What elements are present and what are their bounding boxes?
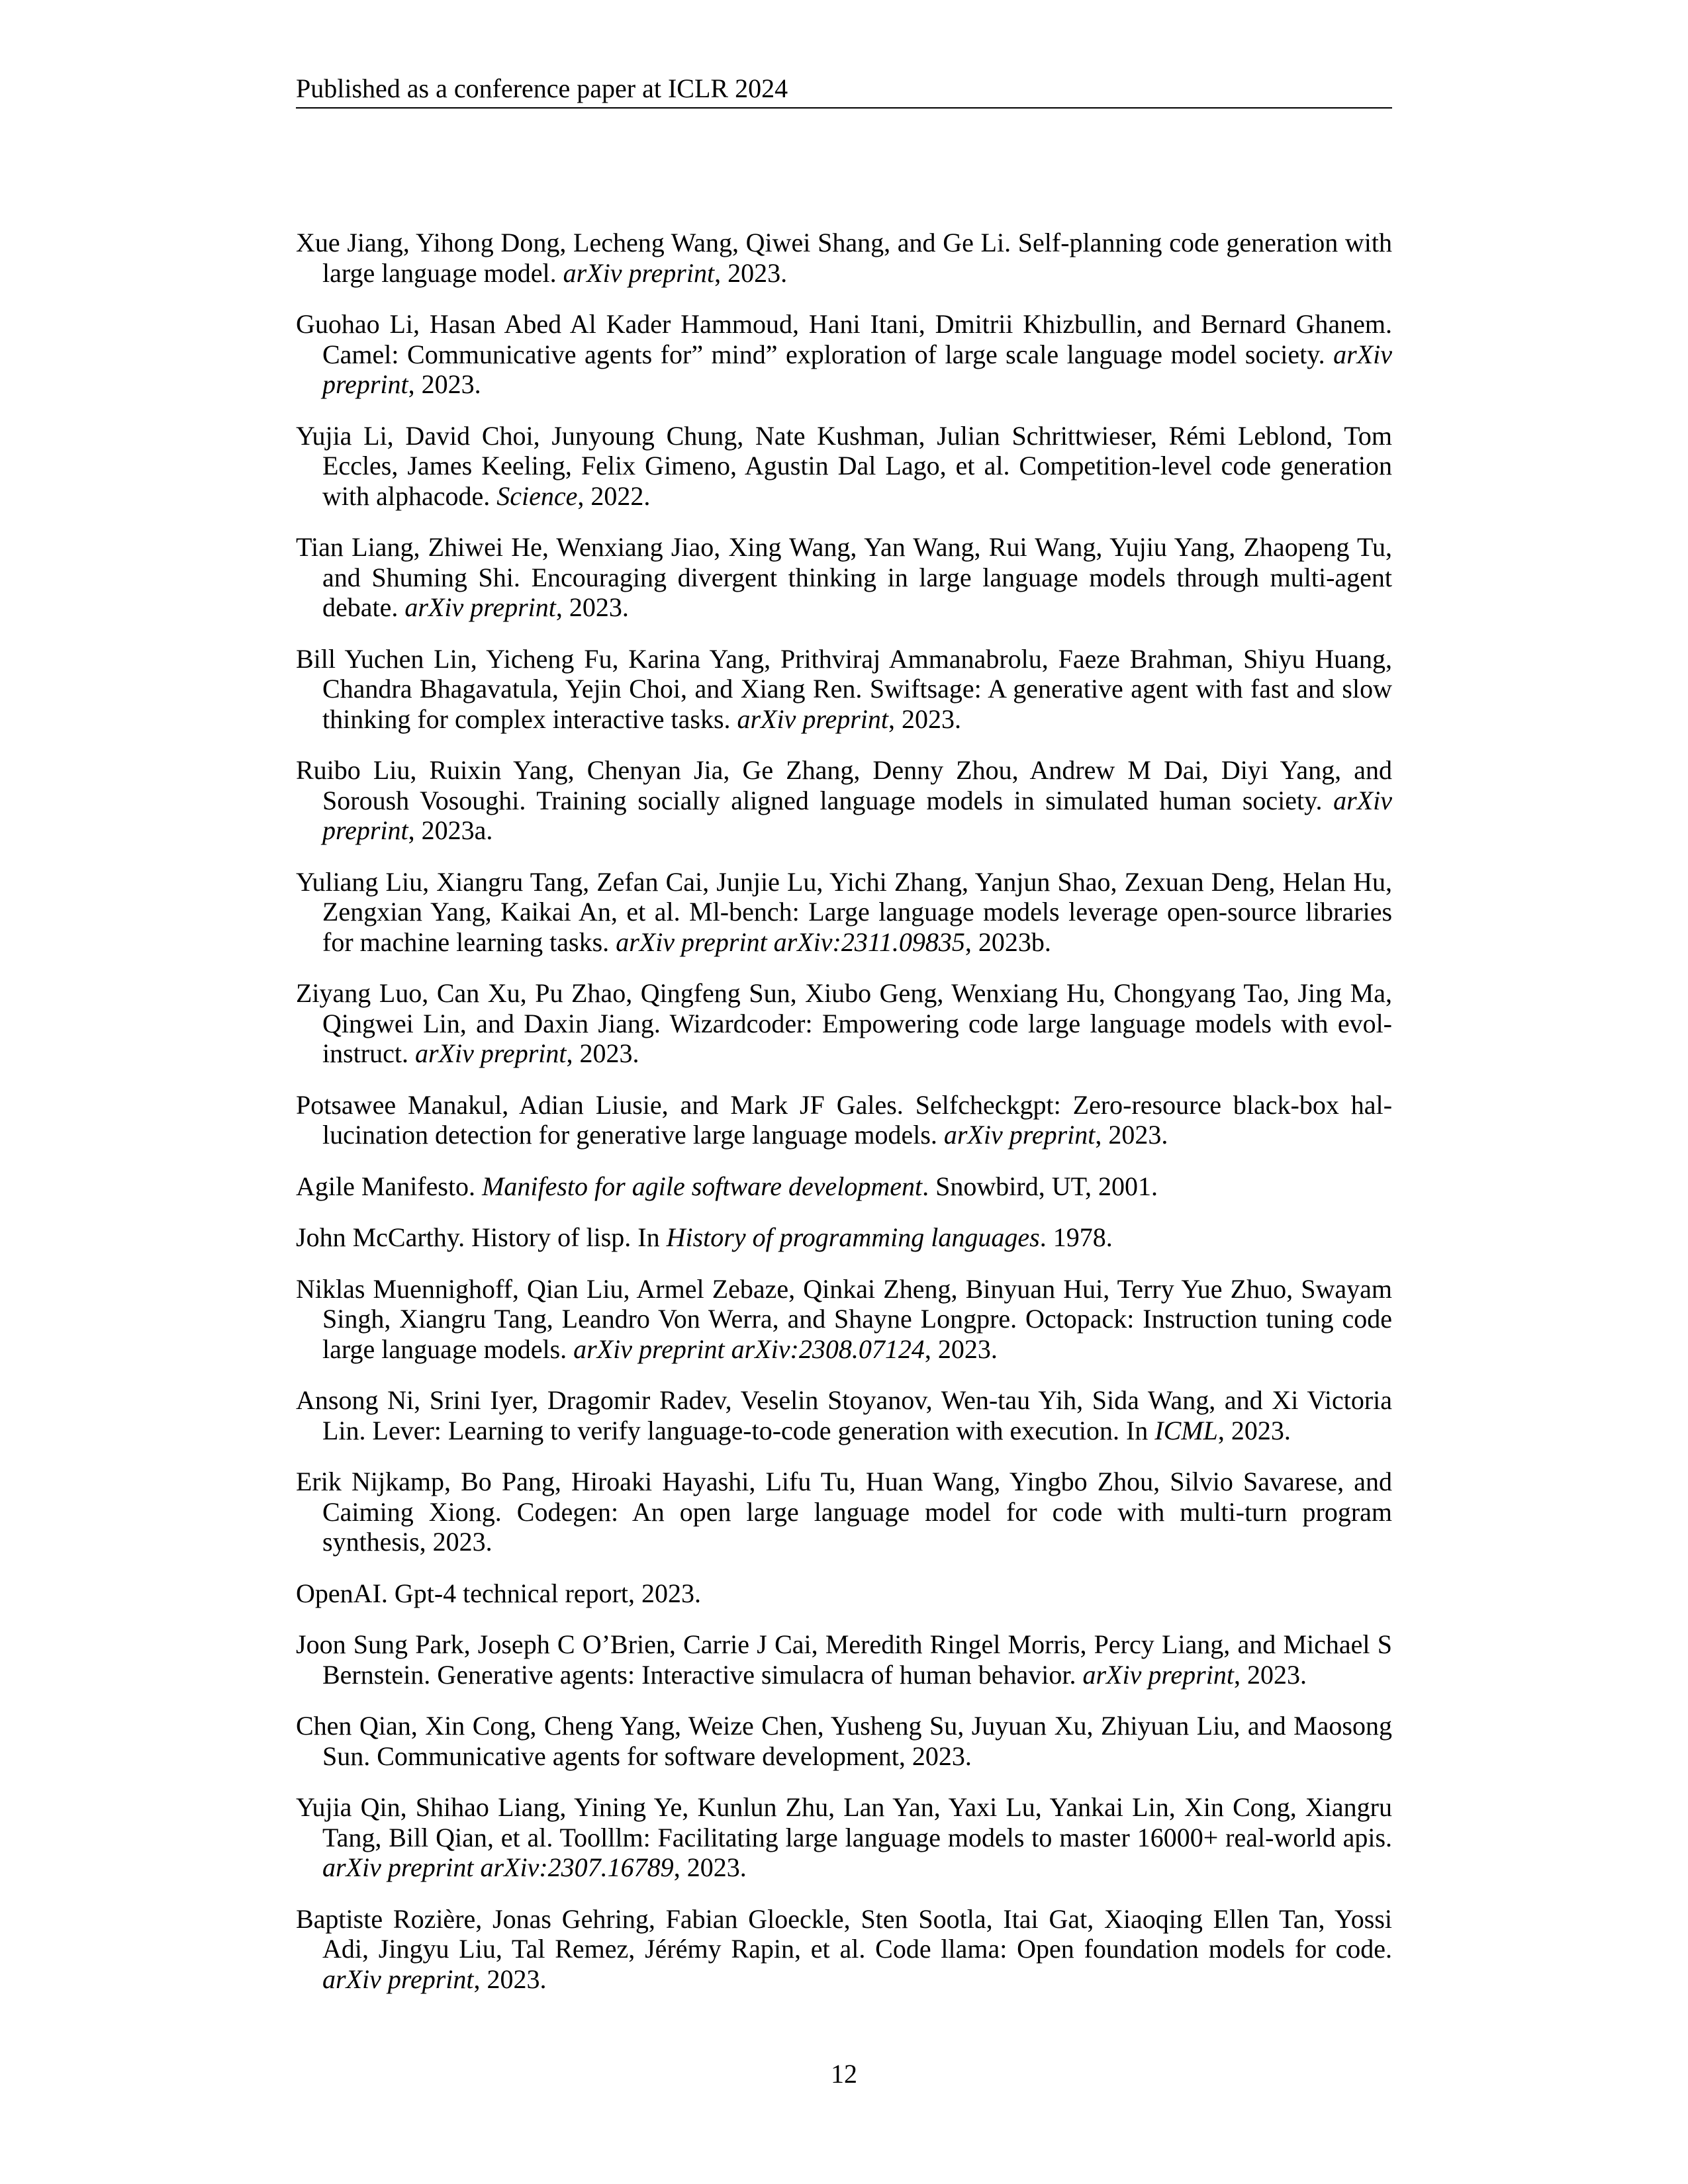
reference-tail: , 2023. <box>1217 1415 1291 1445</box>
reference-tail: , 2023. <box>924 1334 998 1364</box>
reference-title: Swiftsage: A generative agent with fast and slow thinking for complex interactive tasks. <box>322 674 1393 734</box>
reference-title: Camel: Communicative agents for” mind” exploration of large scale language model society. <box>322 339 1325 369</box>
reference-authors: Yuliang Liu, Xiangru Tang, Zefan Cai, Junjie Lu, Yichi Zhang, Yanjun Shao, Zexuan Deng, Helan Hu, Zengxian Yang, Kaikai An, et al. <box>296 866 1392 927</box>
reference-authors: Xue Jiang, Yihong Dong, Lecheng Wang, Qiwei Shang, and Ge Li. <box>296 228 1011 257</box>
reference-venue: arXiv preprint <box>563 257 715 288</box>
header-text: Published as a conference paper at ICLR 2024 <box>296 73 788 103</box>
reference-tail: , 2023. <box>714 257 788 288</box>
reference-title: Training socially aligned language models in simulated human society. <box>536 785 1323 815</box>
reference-authors: Bill Yuchen Lin, Yicheng Fu, Karina Yang, Prithviraj Ammanabrolu, Faeze Brahman, Shiyu Huang, Chandra Bhagavatula, Yejin Choi, and Xiang Ren. <box>296 643 1392 704</box>
reference-tail: , 2023. <box>566 1038 639 1068</box>
reference-entry <box>296 1629 1392 1690</box>
reference-title: Octopack: Instruction tuning code large language models. <box>322 1304 1392 1364</box>
reference-title: Gpt-4 technical report, 2023. <box>394 1578 702 1608</box>
reference-tail: , 2023b. <box>964 927 1051 957</box>
reference-venue: Science <box>496 480 578 511</box>
reference-venue: arXiv preprint <box>1082 1659 1234 1690</box>
reference-entry <box>296 978 1392 1069</box>
reference-tail: , 2023. <box>888 704 962 734</box>
reference-authors: John McCarthy. <box>296 1222 465 1252</box>
reference-title: Self-planning code generation with large language model. <box>322 228 1392 288</box>
reference-tail: , 2023a. <box>408 815 493 845</box>
reference-venue: arXiv preprint <box>414 1038 567 1068</box>
reference-authors: Tian Liang, Zhiwei He, Wenxiang Jiao, Xing Wang, Yan Wang, Rui Wang, Yujiu Yang, Zhaopeng Tu, and Shuming Shi. <box>296 532 1392 592</box>
reference-tail: , 2023. <box>1095 1120 1168 1150</box>
reference-tail: , 2023. <box>473 1964 547 1994</box>
reference-title: Toolllm: Facilitating large language models to master 16000+ real-world apis. <box>559 1822 1393 1852</box>
reference-authors: Agile Manifesto. <box>296 1171 476 1201</box>
reference-authors: Ziyang Luo, Can Xu, Pu Zhao, Qingfeng Sun, Xiubo Geng, Wenxiang Hu, Chongyang Tao, Jing Ma, Qingwei Lin, and Daxin Jiang. <box>296 978 1392 1038</box>
reference-title: Generative agents: Interactive simulacra of human behavior. <box>437 1659 1076 1690</box>
reference-authors: Ansong Ni, Srini Iyer, Dragomir Radev, Veselin Stoyanov, Wen-tau Yih, Sida Wang, and Xi Victoria Lin. <box>296 1385 1392 1445</box>
reference-venue: arXiv preprint <box>322 785 1393 845</box>
reference-entry <box>296 1578 1392 1609</box>
reference-entry <box>296 1904 1392 1995</box>
reference-authors: Ruibo Liu, Ruixin Yang, Chenyan Jia, Ge Zhang, Denny Zhou, Andrew M Dai, Diyi Yang, and Soroush Vosoughi. <box>296 755 1392 815</box>
reference-authors: OpenAI. <box>296 1578 388 1608</box>
reference-entry <box>296 1222 1392 1253</box>
reference-venue: arXiv preprint <box>322 1964 474 1994</box>
reference-title: Code llama: Open foundation models for code. <box>875 1934 1393 1964</box>
reference-authors: Niklas Muennighoff, Qian Liu, Armel Zebaze, Qinkai Zheng, Binyuan Hui, Terry Yue Zhuo, Swayam Singh, Xiangru Tang, Leandro Von Werra, and Shayne Longpre. <box>296 1273 1392 1334</box>
reference-authors: Erik Nijkamp, Bo Pang, Hiroaki Hayashi, Lifu Tu, Huan Wang, Yingbo Zhou, Silvio Savarese, and Caiming Xiong. <box>296 1467 1392 1527</box>
reference-title: Lever: Learning to verify language-to-code generation with execution. In <box>372 1415 1149 1445</box>
reference-venue: arXiv preprint <box>737 704 889 734</box>
reference-entry <box>296 1792 1392 1883</box>
reference-tail: , 2022. <box>577 480 651 511</box>
reference-entry <box>296 1711 1392 1771</box>
reference-entry <box>296 228 1392 288</box>
reference-venue: arXiv preprint <box>943 1120 1096 1150</box>
reference-authors: Yujia Li, David Choi, Junyoung Chung, Nate Kushman, Julian Schrittwieser, Rémi Leblond, Tom Eccles, James Keeling, Felix Gimeno, Agustin Dal Lago, et al. <box>296 420 1392 480</box>
reference-entry <box>296 755 1392 846</box>
reference-entry <box>296 1467 1392 1557</box>
reference-tail: . Snowbird, UT, 2001. <box>922 1171 1158 1201</box>
reference-entry <box>296 867 1392 958</box>
reference-venue: Manifesto for agile software development <box>482 1171 923 1201</box>
reference-title: Selfcheckgpt: Zero-resource black-box hallucination detection for generative large language models. <box>322 1089 1393 1150</box>
page-number: 12 <box>831 2059 857 2089</box>
reference-title: Encouraging divergent thinking in large language models through multi-agent debate. <box>322 562 1393 622</box>
reference-title: Ml-bench: Large language models leverage open-source libraries for machine learning tasks. <box>322 897 1393 957</box>
reference-tail: , 2023. <box>555 592 629 622</box>
reference-entry <box>296 1090 1392 1150</box>
reference-tail: , 2023. <box>1233 1659 1307 1690</box>
reference-list <box>296 228 1392 2015</box>
reference-authors: Joon Sung Park, Joseph C O’Brien, Carrie J Cai, Meredith Ringel Morris, Percy Liang, and Michael S Bernstein. <box>296 1629 1392 1690</box>
reference-entry <box>296 1385 1392 1445</box>
reference-title: Competition-level code generation with alphacode. <box>322 451 1393 511</box>
reference-title: History of lisp. In <box>471 1222 660 1252</box>
reference-authors: Chen Qian, Xin Cong, Cheng Yang, Weize Chen, Yusheng Su, Juyuan Xu, Zhiyuan Liu, and Maosong Sun. <box>296 1711 1392 1771</box>
reference-authors: Guohao Li, Hasan Abed Al Kader Hammoud, Hani Itani, Dmitrii Khizbullin, and Bernard Ghanem. <box>296 309 1392 339</box>
reference-venue: arXiv preprint arXiv:2307.16789 <box>322 1852 674 1882</box>
reference-authors: Yujia Qin, Shihao Liang, Yining Ye, Kunlun Zhu, Lan Yan, Yaxi Lu, Yankai Lin, Xin Cong, Xiangru Tang, Bill Qian, et al. <box>296 1792 1392 1852</box>
reference-venue: arXiv preprint arXiv:2308.07124 <box>573 1334 925 1364</box>
reference-venue: arXiv preprint arXiv:2311.09835 <box>616 927 965 957</box>
reference-venue: arXiv preprint <box>404 592 556 622</box>
reference-title: Codegen: An open large language model for code with multi-turn program synthesis, 2023. <box>322 1496 1393 1557</box>
reference-entry <box>296 1274 1392 1365</box>
reference-entry <box>296 532 1392 623</box>
reference-venue: ICML <box>1154 1415 1218 1445</box>
reference-authors: Potsawee Manakul, Adian Liusie, and Mark JF Gales. <box>296 1089 904 1120</box>
reference-tail: , 2023. <box>408 369 481 399</box>
reference-title: Wizardcoder: Empowering code large language models with evol-instruct. <box>322 1008 1393 1068</box>
reference-entry <box>296 309 1392 400</box>
reference-title: Communicative agents for software development, 2023. <box>377 1741 972 1771</box>
reference-entry <box>296 421 1392 512</box>
reference-venue: arXiv preprint <box>322 339 1392 399</box>
reference-entry <box>296 1171 1392 1202</box>
running-header <box>296 71 1392 109</box>
reference-tail: . 1978. <box>1039 1222 1113 1252</box>
reference-entry <box>296 644 1392 735</box>
reference-tail: , 2023. <box>673 1852 747 1882</box>
reference-authors: Baptiste Rozière, Jonas Gehring, Fabian Gloeckle, Sten Sootla, Itai Gat, Xiaoqing Ellen Tan, Yossi Adi, Jingyu Liu, Tal Remez, Jérémy Rapin, et al. <box>296 1903 1392 1964</box>
reference-venue: History of programming languages <box>666 1222 1040 1252</box>
